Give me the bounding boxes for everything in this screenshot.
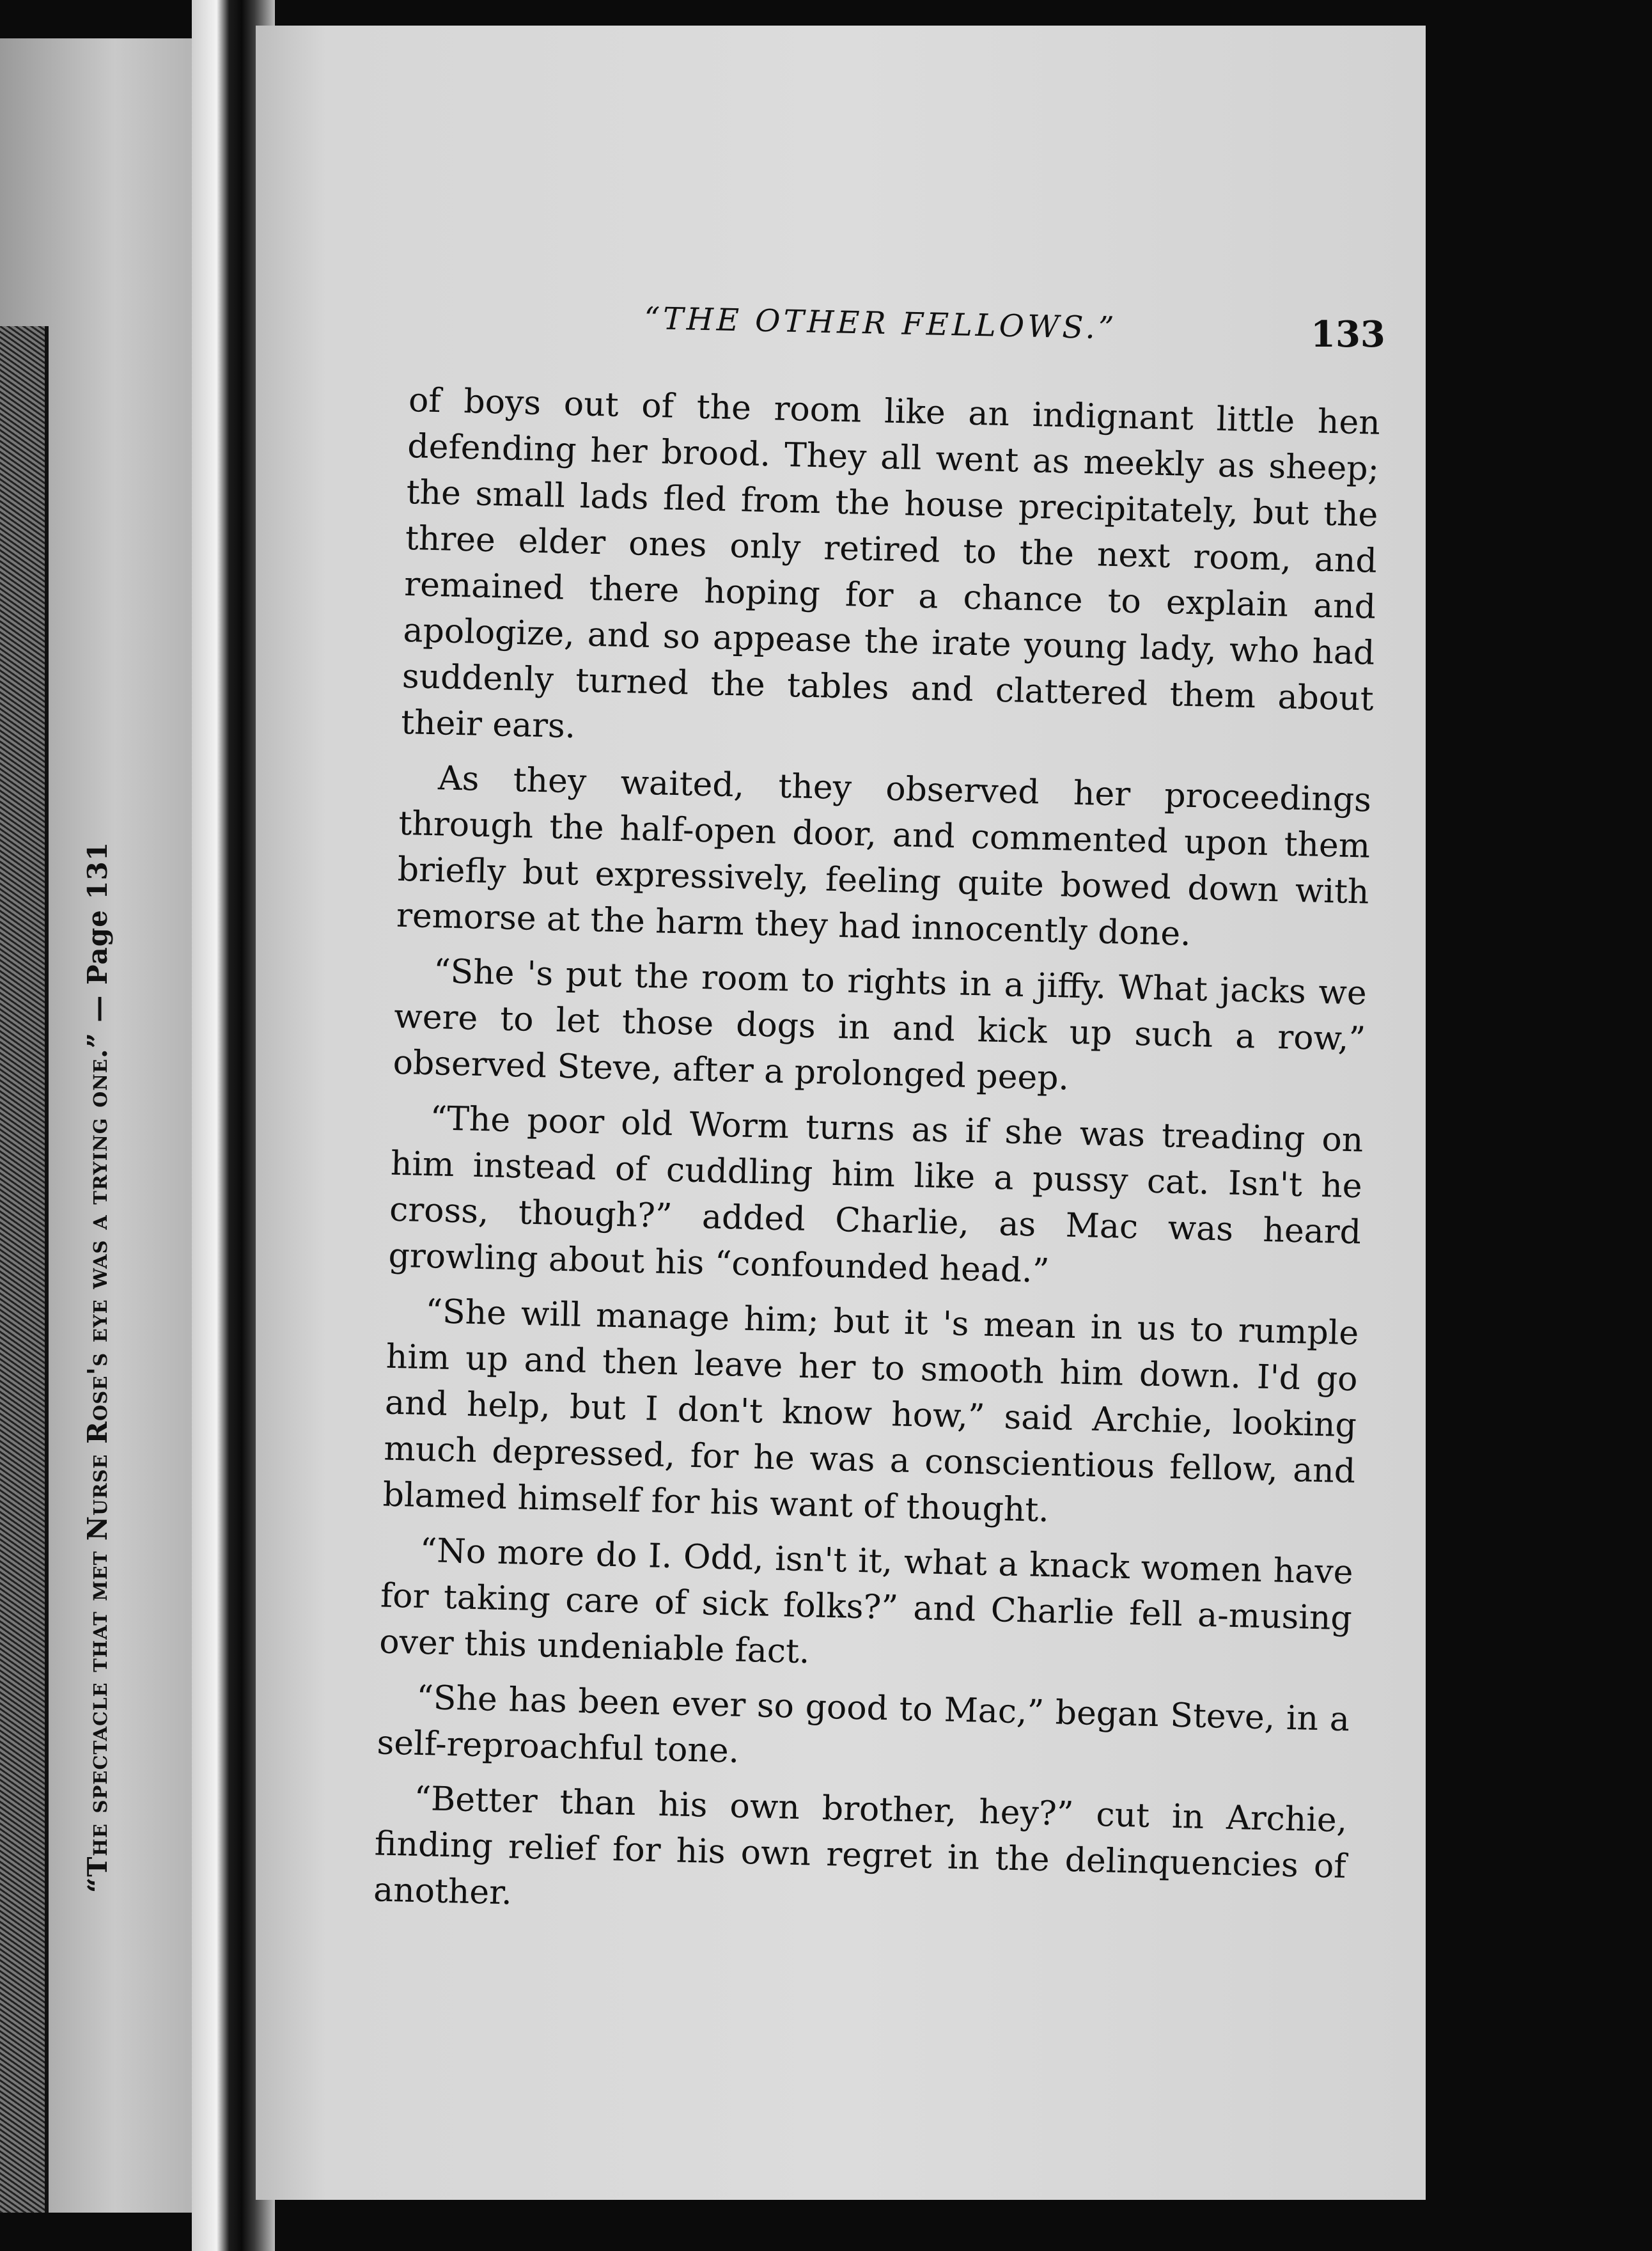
paragraph: “She will manage him; but it 's mean in us to rumple him up and then leave her to smooth him down. I'd go and help, but I don't know how,” said Archie, looking much depressed, for he was a conscientious fellow, and blamed himself for his want of thought. — [382, 1292, 1359, 1530]
paragraph: “Better than his own brother, hey?” cut in Archie, finding relief for his own regret in the delinquencies of another. — [373, 1779, 1348, 1913]
plate-caption-open: “ — [82, 1876, 113, 1893]
page-number: 133 — [1311, 313, 1385, 356]
paragraph: “The poor old Worm turns as if she was treading on him instead of cuddling him like a pussy cat. Isn't he cross, though?” added Charlie, as Mac was heard growling about his “confounded head.” — [387, 1099, 1364, 1290]
plate-caption — [82, 614, 113, 1893]
paragraph: “No more do I. Odd, isn't it, what a knack women have for taking care of sick folks?” and Charlie fell a-musing over this undeniable fact. — [378, 1531, 1354, 1672]
paragraph: “She 's put the room to rights in a jiffy. What jacks we were to let those dogs in and kick up such a row,” observed Steve, after a prolonged peep. — [393, 952, 1368, 1098]
paragraph: “She has been ever so good to Mac,” began Steve, in a self-reproachful tone. — [376, 1678, 1350, 1771]
body-text — [373, 377, 1380, 1945]
plate-caption-text: The spectacle that met Nurse Rose's eye was a trying one. — [82, 1048, 113, 1877]
plate-caption-page-ref: ” — Page 131 — [82, 841, 113, 1049]
running-title: “THE OTHER FELLOWS.” — [643, 301, 1118, 347]
paragraph: of boys out of the room like an indignant little hen defending her brood. They all went as meekly as sheep; the small lads fled from the house precipitately, but the three elder ones only retired to the next room, and remained there hoping for a chance to explain and apologize, and so appease the irate young lady, who had suddenly turned the tables and clattered them about their ears. — [400, 380, 1381, 746]
paragraph: As they waited, they observed her proceedings through the half-open door, and commented upon them briefly but expressively, feeling quite bowed down with remorse at the harm they had innocently done. — [396, 759, 1372, 954]
engraving-illustration — [0, 326, 49, 2213]
facing-plate-page — [0, 38, 192, 2213]
